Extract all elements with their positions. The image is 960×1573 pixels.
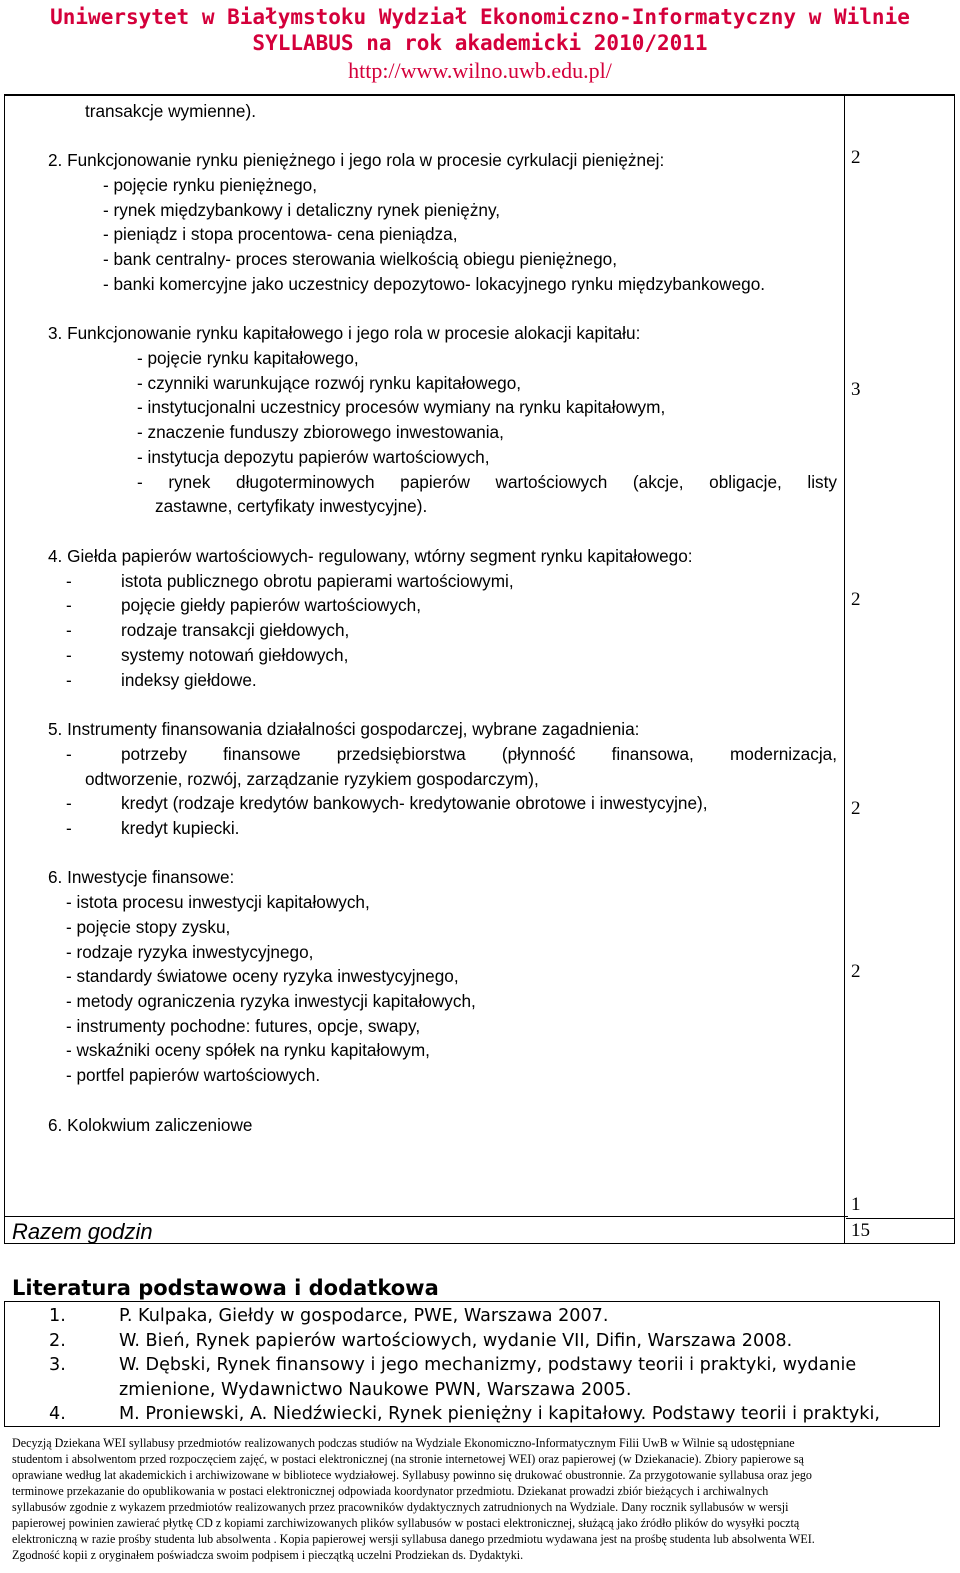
hours-cell: 2 [851,147,861,168]
topic-heading: 3. Funkcjonowanie rynku kapitałowego i jego rola w procesie alokacji kapitału: [48,323,641,343]
footer-note [12,1435,952,1563]
list-item: - pojęcie rynku pieniężnego, [103,175,318,195]
list-item: - banki komercyjne jako uczestnicy depozytowo- lokacyjnego rynku międzybankowego. [103,274,766,294]
footer-line: Decyzją Dziekana WEI syllabusy przedmiotów realizowanych podczas studiów na Wydziale Ekonomiczno-Informatycznym Filii UwB w Wilnie są udostępniane [12,1436,795,1450]
list-item: kredyt (rodzaje kredytów bankowych- kredytowanie obrotowe i inwestycyjne), [121,793,708,813]
list-item: - instytucjonalni uczestnicy procesów wymiany na rynku kapitałowym, [137,397,666,417]
literature-item: M. Proniewski, A. Niedźwiecki, Rynek pieniężny i kapitałowy. Podstawy teorii i praktyki, [119,1404,880,1424]
literature-number: 1. [49,1306,66,1326]
list-item: indeksy giełdowe. [121,670,257,690]
list-item: - istota procesu inwestycji kapitałowych, [66,892,370,912]
hours-cell: 2 [851,589,861,610]
total-label: Razem godzin [12,1219,153,1244]
topic-heading: 6. Kolokwium zaliczeniowe [48,1115,253,1135]
topic-heading: 6. Inwestycje finansowe: [48,867,235,887]
list-item: pojęcie giełdy papierów wartościowych, [121,595,421,615]
list-item: systemy notowań giełdowych, [121,645,349,665]
literature-item: W. Dębski, Rynek finansowy i jego mechanizmy, podstawy teorii i praktyki, wydanie [119,1355,857,1375]
list-item: - portfel papierów wartościowych. [66,1065,321,1085]
list-item: - rynek długoterminowych papierów wartościowych (akcje, obligacje, listy [137,472,837,492]
hours-cell: 2 [851,961,861,982]
list-item: - pieniądz i stopa procentowa- cena pieniądza, [103,224,458,244]
footer-line: oprawiane według lat akademickich i archiwizowane w bibliotece wydziałowej. Syllabusy powinno się drukować obustronnie. Za przygotowanie syllabusa oraz jego [12,1468,812,1483]
list-item: kredyt kupiecki. [121,818,240,838]
list-dash: - [66,793,72,813]
list-item: - standardy światowe oceny ryzyka inwestycyjnego, [66,966,459,986]
list-item: potrzeby finansowe przedsiębiorstwa (płynność finansowa, modernizacja, [121,744,837,764]
hours-cell: 3 [851,379,861,400]
footer-line: syllabusów zgodnie z wykazem przedmiotów realizowanych przez pracowników dydaktycznych zatrudnionych na Wydziale. Dany rocznik syllabusów w wersji [12,1500,789,1515]
list-dash: - [66,744,72,764]
literature-number: 4. [49,1404,66,1424]
list-item: - znaczenie funduszy zbiorowego inwestowania, [137,422,504,442]
list-item-continuation: zastawne, certyfikaty inwestycyjne). [155,496,428,516]
list-item: rodzaje transakcji giełdowych, [121,620,350,640]
list-item: - czynniki warunkujące rozwój rynku kapitałowego, [137,373,522,393]
list-dash: - [66,645,72,665]
literature-item: P. Kulpaka, Giełdy w gospodarce, PWE, Warszawa 2007. [119,1306,609,1326]
list-dash: - [66,595,72,615]
university-title: Uniwersytet w Białymstoku Wydział Ekonomiczno-Informatyczny w Wilnie [50,5,910,29]
list-dash: - [66,620,72,640]
topic-heading: 2. Funkcjonowanie rynku pieniężnego i jego rola w procesie cyrkulacji pieniężnej: [48,150,665,170]
literature-heading: Literatura podstawowa i dodatkowa [12,1276,439,1300]
list-item: - rynek międzybankowy i detaliczny rynek pieniężny, [103,200,501,220]
footer-line: Zgodność kopii z oryginałem poświadcza swoim podpisem i pieczątką uczelni Prodziekan ds. Dydaktyki. [12,1548,524,1563]
literature-number: 2. [49,1331,66,1351]
syllabus-title: SYLLABUS na rok akademicki 2010/2011 [252,31,708,55]
literature-item: W. Bień, Rynek papierów wartościowych, wydanie VII, Difin, Warszawa 2008. [119,1331,793,1351]
table-left-border [4,95,5,1243]
literature-item-continuation: zmienione, Wydawnictwo Naukowe PWN, Warszawa 2005. [119,1380,632,1400]
website-url[interactable]: http://www.wilno.uwb.edu.pl/ [348,58,612,83]
topic-heading: 4. Giełda papierów wartościowych- regulowany, wtórny segment rynku kapitałowego: [48,546,693,566]
table-column-divider [844,95,845,1243]
footer-line: terminowe przekazanie do opublikowania w postaci elektronicznej odpowiada koordynator przedmiotu. Dziekanat prowadzi zbiór bieżących i archiwalnych [12,1484,769,1499]
literature-number: 3. [49,1355,66,1375]
list-item: istota publicznego obrotu papierami wartościowymi, [121,571,514,591]
hours-cell: 2 [851,798,861,819]
table-row-divider [4,1216,848,1217]
table-right-border [954,95,955,1243]
list-item-continuation: odtworzenie, rozwój, zarządzanie ryzykiem gospodarczym), [85,769,539,789]
list-item: - wskaźniki oceny spółek na rynku kapitałowym, [66,1040,430,1060]
list-item: - rodzaje ryzyka inwestycyjnego, [66,942,314,962]
list-dash: - [66,818,72,838]
list-item: - pojęcie stopy zysku, [66,917,231,937]
footer-line: elektroniczną w razie prośby studenta lub absolwenta . Kopia papierowej wersji syllabusa danego przedmiotu wydawana jest na prośbę studenta lub absolwenta WEI. [12,1532,815,1547]
list-item: - instytucja depozytu papierów wartościowych, [137,447,490,467]
list-item: - instrumenty pochodne: futures, opcje, swapy, [66,1016,421,1036]
hours-cell: 1 [851,1194,861,1215]
footer-line: papierowej powinien zawierać płytkę CD z kopiami zarchiwizowanych plików syllabusów w postaci elektronicznej, służącą jako źródło plików do wysyłki pocztą [12,1516,800,1531]
content-line: transakcje wymienne). [85,101,256,121]
table-top-border [4,94,955,96]
list-item: - metody ograniczenia ryzyka inwestycji kapitałowych, [66,991,476,1011]
list-item: - bank centralny- proces sterowania wielkością obiegu pieniężnego, [103,249,618,269]
list-dash: - [66,571,72,591]
hours-row-divider [846,1218,955,1219]
topic-heading: 5. Instrumenty finansowania działalności gospodarczej, wybrane zagadnienia: [48,719,640,739]
footer-line: studentom i absolwentom przed rozpoczęciem zajęć, w postaci elektronicznej (na stronie internetowej WEI) oraz papierowej (w Dziekanacie). Zbiory papierowe są [12,1452,804,1467]
literature-list [4,1301,940,1427]
list-item: - pojęcie rynku kapitałowego, [137,348,359,368]
total-value: 15 [851,1220,870,1241]
list-dash: - [66,670,72,690]
